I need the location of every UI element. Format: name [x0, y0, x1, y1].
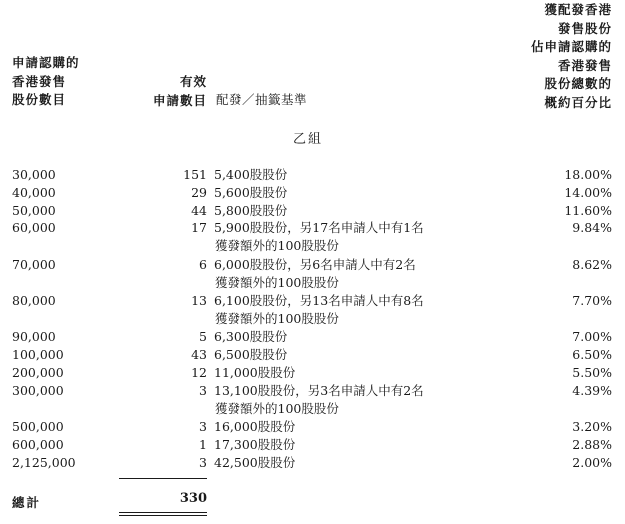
cell-shares-applied: 600,000: [12, 437, 64, 452]
basis-line: 6,000股股份，另6名申請人中有2名: [214, 257, 416, 272]
cell-percentage: 9.84%: [572, 220, 612, 235]
basis-line: 5,400股股份: [214, 167, 288, 182]
cell-percentage: 3.20%: [572, 419, 612, 434]
cell-valid-applications: 1: [199, 437, 207, 452]
basis-line: 13,100股股份，另3名申請人中有2名: [214, 383, 424, 398]
total-double-rule-top: [119, 512, 207, 513]
header-line: 申請認購的: [12, 55, 80, 70]
cell-allotment-basis: [214, 346, 504, 364]
cell-valid-applications: 6: [199, 257, 207, 272]
cell-shares-applied: 50,000: [12, 203, 56, 218]
basis-line: 5,600股股份: [214, 185, 288, 200]
cell-shares-applied: 40,000: [12, 185, 56, 200]
cell-allotment-basis: [214, 364, 504, 382]
total-value: 330: [179, 491, 207, 506]
cell-allotment-basis: [214, 256, 504, 292]
cell-shares-applied: 500,000: [12, 419, 64, 434]
cell-percentage: 2.88%: [572, 437, 612, 452]
cell-percentage: 11.60%: [564, 203, 612, 218]
header-line: 有效: [179, 74, 207, 89]
basis-line: 6,300股股份: [214, 329, 288, 344]
cell-percentage: 8.62%: [572, 257, 612, 272]
cell-percentage: 4.39%: [572, 383, 612, 398]
basis-line: 11,000股股份: [214, 365, 296, 380]
cell-valid-applications: 13: [191, 293, 207, 308]
header-line: 申請數目: [152, 92, 207, 108]
cell-allotment-basis: [214, 202, 504, 220]
cell-percentage: 14.00%: [564, 185, 612, 200]
basis-line: 獲發額外的100股股份: [215, 238, 339, 253]
total-double-rule-bottom: [119, 515, 207, 516]
cell-valid-applications: 17: [191, 220, 207, 235]
cell-allotment-basis: [214, 184, 504, 202]
cell-allotment-basis: [214, 166, 504, 184]
header-line: 獲配發香港: [544, 2, 612, 17]
total-label: 總計: [12, 495, 42, 510]
cell-percentage: 7.00%: [572, 329, 612, 344]
basis-line: 獲發額外的100股股份: [215, 275, 339, 290]
cell-valid-applications: 43: [191, 347, 207, 362]
cell-valid-applications: 3: [199, 383, 207, 398]
header-line: 香港發售: [557, 57, 612, 73]
cell-allotment-basis: [214, 454, 504, 472]
header-line: 佔申請認購的: [530, 39, 612, 54]
header-allotment-basis: 配發／抽籤基準: [216, 92, 308, 107]
cell-shares-applied: 90,000: [12, 329, 56, 344]
cell-valid-applications: 44: [191, 203, 207, 218]
header-shares-applied: [12, 54, 80, 110]
basis-line: 42,500股股份: [214, 455, 296, 470]
cell-shares-applied: 2,125,000: [12, 455, 76, 470]
cell-percentage: 2.00%: [572, 455, 612, 470]
basis-line: 5,900股股份，另17名申請人中有1名: [214, 220, 424, 235]
cell-shares-applied: 60,000: [12, 220, 56, 235]
header-line: 發售股份: [557, 20, 612, 36]
cell-allotment-basis: [214, 328, 504, 346]
cell-percentage: 18.00%: [564, 167, 612, 182]
header-line: 概約百分比: [544, 94, 612, 110]
basis-line: 獲發額外的100股股份: [215, 311, 339, 326]
cell-allotment-basis: [214, 436, 504, 454]
header-approx-percentage: [531, 1, 612, 112]
header-line: 股份總數的: [544, 76, 612, 91]
cell-valid-applications: 29: [191, 185, 207, 200]
cell-shares-applied: 200,000: [12, 365, 64, 380]
basis-line: 17,300股股份: [214, 437, 296, 452]
cell-valid-applications: 12: [191, 365, 207, 380]
cell-allotment-basis: [214, 382, 504, 418]
cell-shares-applied: 30,000: [12, 167, 56, 182]
basis-line: 16,000股股份: [214, 419, 296, 434]
group-label: 乙組: [293, 132, 324, 147]
subtotal-rule: [119, 478, 207, 479]
header-valid-applications: [130, 73, 207, 110]
basis-line: 6,500股股份: [214, 347, 288, 362]
cell-valid-applications: 3: [199, 455, 207, 470]
cell-valid-applications: 151: [183, 167, 207, 182]
cell-valid-applications: 3: [199, 419, 207, 434]
cell-percentage: 7.70%: [572, 293, 612, 308]
basis-line: 5,800股股份: [214, 203, 288, 218]
cell-shares-applied: 70,000: [12, 257, 56, 272]
basis-line: 6,100股股份，另13名申請人中有8名: [214, 293, 424, 308]
cell-percentage: 5.50%: [572, 365, 612, 380]
cell-percentage: 6.50%: [572, 347, 612, 362]
cell-shares-applied: 80,000: [12, 293, 56, 308]
cell-shares-applied: 300,000: [12, 383, 64, 398]
header-line: 香港發售: [12, 73, 67, 89]
cell-allotment-basis: [214, 418, 504, 436]
cell-allotment-basis: [214, 292, 504, 328]
basis-line: 獲發額外的100股股份: [215, 401, 339, 416]
header-line: 股份數目: [12, 92, 67, 107]
cell-allotment-basis: [214, 219, 504, 255]
cell-valid-applications: 5: [199, 329, 207, 344]
cell-shares-applied: 100,000: [12, 347, 64, 362]
